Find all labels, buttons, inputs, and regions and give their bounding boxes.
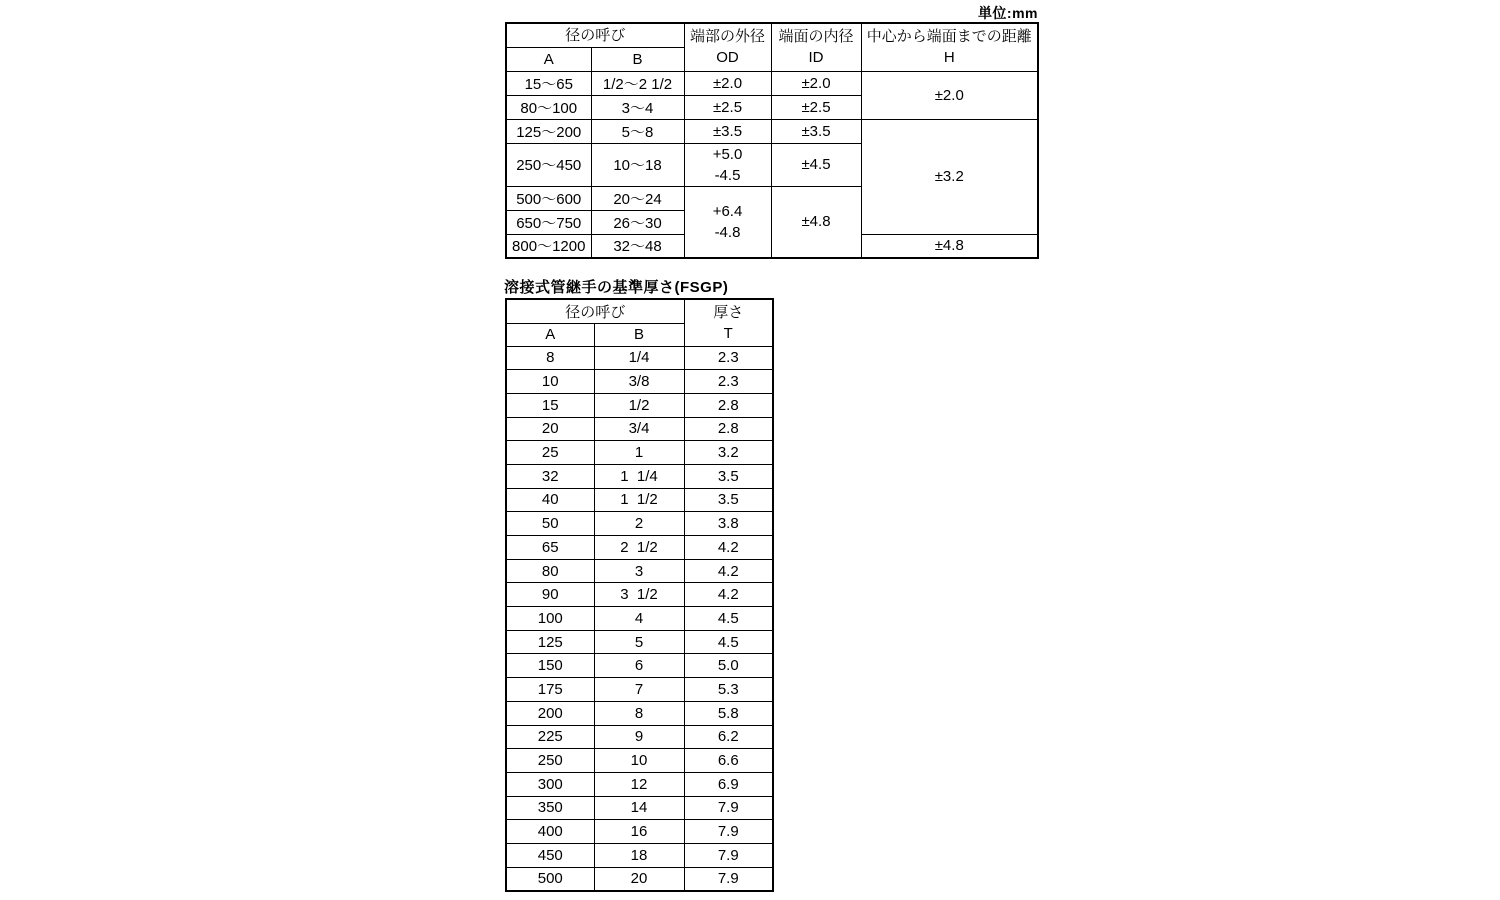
cell-t: 7.9 — [684, 843, 773, 867]
cell-t: 7.9 — [684, 796, 773, 820]
cell-t: 4.5 — [684, 630, 773, 654]
table-row — [506, 654, 773, 678]
cell-b: 3 — [594, 559, 684, 583]
table-row — [506, 488, 773, 512]
header-diameter-designation: 径の呼び — [506, 299, 684, 323]
header-a: A — [506, 47, 591, 71]
cell-od: ±2.0 — [684, 71, 771, 95]
cell-t: 3.5 — [684, 464, 773, 488]
cell-b: 1/2 — [594, 393, 684, 417]
cell-a: 40 — [506, 488, 594, 512]
cell-b: 16 — [594, 820, 684, 844]
cell-t: 6.6 — [684, 749, 773, 773]
table-header-row — [506, 299, 773, 323]
header-thickness-symbol: T — [723, 324, 733, 342]
header-inner-diameter — [771, 23, 861, 71]
table-row — [506, 583, 773, 607]
cell-h-merged: ±3.2 — [861, 119, 1038, 234]
cell-b: 5 — [594, 630, 684, 654]
cell-od-plus: +5.0 — [712, 145, 743, 163]
cell-b-range: 32〜48 — [591, 234, 684, 258]
cell-a-range: 500〜600 — [506, 186, 591, 210]
cell-b: 6 — [594, 654, 684, 678]
header-inner-diameter-symbol: ID — [808, 49, 824, 67]
cell-a: 15 — [506, 393, 594, 417]
header-thickness-jp: 厚さ — [713, 303, 744, 321]
cell-b: 3/8 — [594, 370, 684, 394]
cell-t: 3.8 — [684, 512, 773, 536]
header-thickness — [684, 299, 773, 346]
cell-a: 10 — [506, 370, 594, 394]
table-row — [506, 843, 773, 867]
thickness-table — [505, 298, 774, 892]
cell-b-range: 5〜8 — [591, 119, 684, 143]
cell-od — [684, 143, 771, 186]
table-row — [506, 559, 773, 583]
cell-a: 200 — [506, 701, 594, 725]
cell-t: 6.9 — [684, 772, 773, 796]
header-center-to-end-distance-symbol: H — [943, 49, 955, 67]
cell-b: 9 — [594, 725, 684, 749]
header-outer-diameter-jp: 端部の外径 — [689, 28, 765, 46]
cell-a: 25 — [506, 441, 594, 465]
cell-a: 450 — [506, 843, 594, 867]
table-row — [506, 370, 773, 394]
cell-b: 1 1/2 — [594, 488, 684, 512]
table-row — [506, 441, 773, 465]
cell-b: 14 — [594, 796, 684, 820]
cell-b: 20 — [594, 867, 684, 891]
table-row — [506, 393, 773, 417]
cell-t: 4.2 — [684, 536, 773, 560]
table-row — [506, 119, 1038, 143]
table-row — [506, 772, 773, 796]
table-row — [506, 867, 773, 891]
header-center-to-end-distance — [861, 23, 1038, 71]
cell-b: 4 — [594, 607, 684, 631]
cell-b: 3 1/2 — [594, 583, 684, 607]
cell-id: ±2.0 — [771, 71, 861, 95]
table-row — [506, 630, 773, 654]
cell-od-minus: -4.8 — [714, 223, 741, 241]
cell-t: 4.2 — [684, 559, 773, 583]
table-row — [506, 417, 773, 441]
cell-h-merged: ±2.0 — [861, 71, 1038, 119]
cell-t: 3.2 — [684, 441, 773, 465]
cell-a: 32 — [506, 464, 594, 488]
cell-t: 6.2 — [684, 725, 773, 749]
header-outer-diameter-symbol: OD — [716, 49, 739, 67]
cell-b: 3/4 — [594, 417, 684, 441]
cell-t: 5.3 — [684, 678, 773, 702]
cell-od: ±3.5 — [684, 119, 771, 143]
cell-id: ±4.5 — [771, 143, 861, 186]
cell-a-range: 650〜750 — [506, 210, 591, 234]
cell-t: 5.8 — [684, 701, 773, 725]
cell-a: 250 — [506, 749, 594, 773]
table-row — [506, 71, 1038, 95]
header-inner-diameter-jp: 端面の内径 — [778, 28, 854, 46]
cell-b: 10 — [594, 749, 684, 773]
cell-b-range: 20〜24 — [591, 186, 684, 210]
cell-a-range: 800〜1200 — [506, 234, 591, 258]
header-outer-diameter — [684, 23, 771, 71]
cell-a: 50 — [506, 512, 594, 536]
cell-a: 300 — [506, 772, 594, 796]
cell-b-range: 3〜4 — [591, 95, 684, 119]
cell-b: 8 — [594, 701, 684, 725]
cell-b: 1 1/4 — [594, 464, 684, 488]
cell-b: 7 — [594, 678, 684, 702]
cell-b: 12 — [594, 772, 684, 796]
table-header-row — [506, 23, 1038, 47]
cell-id: ±2.5 — [771, 95, 861, 119]
table-row — [506, 701, 773, 725]
table-row — [506, 607, 773, 631]
cell-a: 8 — [506, 346, 594, 370]
cell-a: 350 — [506, 796, 594, 820]
header-a: A — [506, 323, 594, 346]
cell-a: 100 — [506, 607, 594, 631]
cell-b: 2 1/2 — [594, 536, 684, 560]
table-row — [506, 820, 773, 844]
cell-a: 125 — [506, 630, 594, 654]
table-row — [506, 678, 773, 702]
cell-t: 7.9 — [684, 820, 773, 844]
table-row — [506, 796, 773, 820]
cell-a-range: 80〜100 — [506, 95, 591, 119]
cell-t: 2.3 — [684, 370, 773, 394]
cell-a: 150 — [506, 654, 594, 678]
cell-t: 3.5 — [684, 488, 773, 512]
cell-od-plus: +6.4 — [712, 202, 743, 220]
header-b: B — [591, 47, 684, 71]
thickness-table-title: 溶接式管継手の基準厚さ(FSGP) — [504, 279, 729, 296]
cell-id-merged: ±4.8 — [771, 186, 861, 258]
header-b: B — [594, 323, 684, 346]
cell-b: 1 — [594, 441, 684, 465]
cell-a: 90 — [506, 583, 594, 607]
cell-t: 4.2 — [684, 583, 773, 607]
cell-b-range: 26〜30 — [591, 210, 684, 234]
cell-a: 400 — [506, 820, 594, 844]
table-row — [506, 346, 773, 370]
tolerance-table — [505, 22, 1039, 259]
cell-b: 1/4 — [594, 346, 684, 370]
header-diameter-designation: 径の呼び — [506, 23, 684, 47]
cell-id: ±3.5 — [771, 119, 861, 143]
cell-a-range: 250〜450 — [506, 143, 591, 186]
cell-a: 225 — [506, 725, 594, 749]
cell-od-merged — [684, 186, 771, 258]
cell-t: 4.5 — [684, 607, 773, 631]
unit-label: 単位:mm — [977, 5, 1038, 21]
cell-a: 80 — [506, 559, 594, 583]
cell-b: 18 — [594, 843, 684, 867]
cell-od-minus: -4.5 — [714, 166, 741, 184]
table-row — [506, 725, 773, 749]
cell-t: 2.8 — [684, 393, 773, 417]
cell-t: 2.3 — [684, 346, 773, 370]
table-row — [506, 749, 773, 773]
cell-t: 5.0 — [684, 654, 773, 678]
table-row — [506, 464, 773, 488]
cell-a-range: 15〜65 — [506, 71, 591, 95]
cell-t: 2.8 — [684, 417, 773, 441]
cell-h: ±4.8 — [861, 234, 1038, 258]
table-row — [506, 512, 773, 536]
cell-b-range: 10〜18 — [591, 143, 684, 186]
cell-a: 175 — [506, 678, 594, 702]
cell-a: 500 — [506, 867, 594, 891]
cell-t: 7.9 — [684, 867, 773, 891]
header-center-to-end-distance-jp: 中心から端面までの距離 — [866, 28, 1032, 46]
cell-a: 20 — [506, 417, 594, 441]
table-row — [506, 536, 773, 560]
cell-od: ±2.5 — [684, 95, 771, 119]
cell-b: 2 — [594, 512, 684, 536]
cell-a-range: 125〜200 — [506, 119, 591, 143]
cell-a: 65 — [506, 536, 594, 560]
cell-b-range: 1/2〜2 1/2 — [591, 71, 684, 95]
